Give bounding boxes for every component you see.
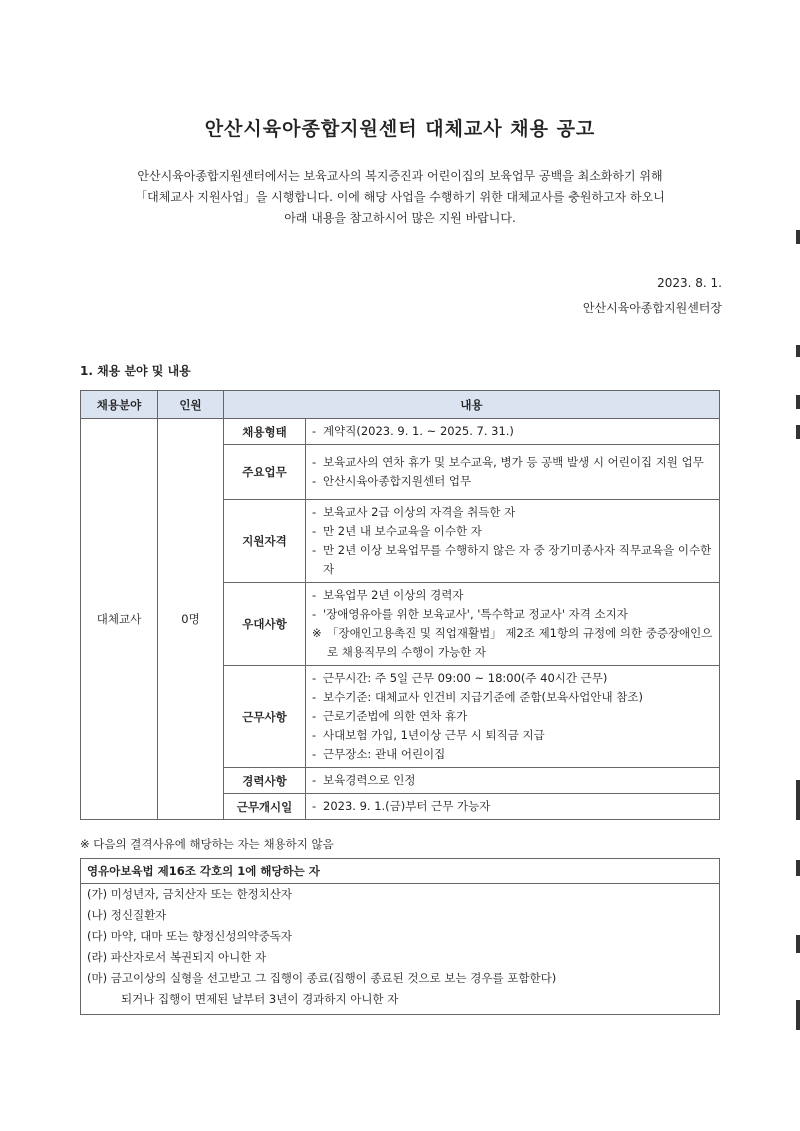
page-edge-mark <box>796 780 800 820</box>
content-item <box>312 797 713 816</box>
row-label: 주요업무 <box>224 445 306 500</box>
item-bullet: - <box>312 773 317 787</box>
item-text: 만 2년 이상 보육업무를 수행하지 않은 자 중 장기미종사자 직무교육을 이수한 자 <box>323 543 712 576</box>
header-count: 인원 <box>158 391 224 419</box>
item-bullet: - <box>312 543 317 557</box>
item-text: 근무장소: 관내 어린이집 <box>323 747 446 761</box>
content-item <box>312 771 713 790</box>
item-text: 보수기준: 대체교사 인건비 지급기준에 준함(보육사업안내 참조) <box>323 690 643 704</box>
row-content <box>306 500 720 583</box>
content-item <box>312 669 713 688</box>
item-bullet: - <box>312 588 317 602</box>
page-edge-mark <box>796 425 800 439</box>
disqualification-note: ※ 다음의 결격사유에 해당하는 자는 채용하지 않음 <box>80 837 334 851</box>
disqualification-item: (나) 정신질환자 <box>87 908 167 922</box>
content-item <box>312 472 713 491</box>
disqualification-item: (마) 금고이상의 실형을 선고받고 그 집행이 종료(집행이 종료된 것으로 보는 경우를 포함한다) <box>87 971 557 985</box>
item-bullet: - <box>312 524 317 538</box>
content-item <box>312 624 713 662</box>
item-bullet: - <box>312 747 317 761</box>
item-bullet: - <box>312 799 317 813</box>
content-item <box>312 541 713 579</box>
intro-paragraph <box>60 166 740 229</box>
disqualification-item: (가) 미성년자, 금치산자 또는 한정치산자 <box>87 887 292 901</box>
item-bullet: - <box>312 709 317 723</box>
count-cell: 0명 <box>158 419 224 820</box>
item-text: 근무시간: 주 5일 근무 09:00 ~ 18:00(주 40시간 근무) <box>323 671 608 685</box>
row-content <box>306 768 720 794</box>
disqualification-item: (라) 파산자로서 복권되지 아니한 자 <box>87 950 267 964</box>
item-bullet: - <box>312 690 317 704</box>
content-item <box>312 522 713 541</box>
table-row <box>81 419 720 445</box>
page-edge-mark <box>796 345 800 357</box>
page-title: 안산시육아종합지원센터 대체교사 채용 공고 <box>204 118 596 140</box>
item-text: 만 2년 내 보수교육을 이수한 자 <box>323 524 482 538</box>
disqualification-box <box>80 858 720 1015</box>
intro-line: 아래 내용을 참고하시어 많은 지원 바랍니다. <box>284 211 516 225</box>
recruitment-table <box>80 390 720 820</box>
page-edge-mark <box>796 230 800 244</box>
item-text: 보육교사 2급 이상의 자격을 취득한 자 <box>323 505 516 519</box>
notice-date: 2023. 8. 1. <box>657 276 722 290</box>
content-item <box>312 726 713 745</box>
row-label: 지원자격 <box>224 500 306 583</box>
table-header-row <box>81 391 720 419</box>
item-text: 계약직(2023. 9. 1. ~ 2025. 7. 31.) <box>323 424 514 438</box>
row-content <box>306 666 720 768</box>
item-text: 2023. 9. 1.(금)부터 근무 가능자 <box>323 799 491 813</box>
item-bullet: - <box>312 424 317 438</box>
content-item <box>312 745 713 764</box>
row-label: 채용형태 <box>224 419 306 445</box>
row-content <box>306 583 720 666</box>
page-edge-mark <box>796 395 800 409</box>
content-item <box>312 688 713 707</box>
item-bullet: - <box>312 607 317 621</box>
row-label: 우대사항 <box>224 583 306 666</box>
content-item <box>312 503 713 522</box>
header-field: 채용분야 <box>81 391 158 419</box>
item-text: 보육경력으로 인정 <box>323 773 416 787</box>
issuer-name: 안산시육아종합지원센터장 <box>582 301 722 315</box>
row-label: 경력사항 <box>224 768 306 794</box>
content-item <box>312 707 713 726</box>
page-edge-mark <box>796 1000 800 1030</box>
item-text: 보육교사의 연차 휴가 및 보수교육, 병가 등 공백 발생 시 어린이집 지원 업무 <box>323 455 704 469</box>
disqualification-item: (다) 마약, 대마 또는 향정신성의약중독자 <box>87 929 292 943</box>
field-cell: 대체교사 <box>81 419 158 820</box>
row-content <box>306 794 720 820</box>
content-item <box>312 586 713 605</box>
item-text: 근로기준법에 의한 연차 휴가 <box>323 709 468 723</box>
section-heading: 1. 채용 분야 및 내용 <box>80 364 191 378</box>
item-bullet: - <box>312 474 317 488</box>
page-edge-mark <box>796 860 800 876</box>
header-content: 내용 <box>224 391 720 419</box>
item-text: 보육업무 2년 이상의 경력자 <box>323 588 464 602</box>
item-text: '장애영유아를 위한 보육교사', '특수학교 정교사' 자격 소지자 <box>323 607 628 621</box>
item-text: 안산시육아종합지원센터 업무 <box>323 474 472 488</box>
content-item <box>312 453 713 472</box>
page-edge-mark <box>796 935 800 953</box>
row-label: 근무사항 <box>224 666 306 768</box>
content-item <box>312 605 713 624</box>
intro-line: 안산시육아종합지원센터에서는 보육교사의 복지증진과 어린이집의 보육업무 공백을 최소화하기 위해 <box>137 169 663 183</box>
content-item <box>312 422 713 441</box>
intro-line: 「대체교사 지원사업」을 시행합니다. 이에 해당 사업을 수행하기 위한 대체교사를 충원하고자 하오니 <box>135 190 665 204</box>
item-bullet: - <box>312 505 317 519</box>
row-content <box>306 445 720 500</box>
disqualification-item-continued: 되거나 집행이 면제된 날부터 3년이 경과하지 아니한 자 <box>121 992 399 1006</box>
disqualification-heading: 영유아보육법 제16조 각호의 1에 해당하는 자 <box>81 859 719 884</box>
item-bullet: - <box>312 455 317 469</box>
row-label: 근무개시일 <box>224 794 306 820</box>
row-content <box>306 419 720 445</box>
item-text: 사대보험 가입, 1년이상 근무 시 퇴직금 지급 <box>323 728 545 742</box>
item-bullet: - <box>312 671 317 685</box>
item-text: 「장애인고용촉진 및 직업재활법」 제2조 제1항의 규정에 의한 중증장애인으로 채용직무의 수행이 가능한 자 <box>327 626 713 659</box>
item-bullet: ※ <box>312 626 322 640</box>
item-bullet: - <box>312 728 317 742</box>
